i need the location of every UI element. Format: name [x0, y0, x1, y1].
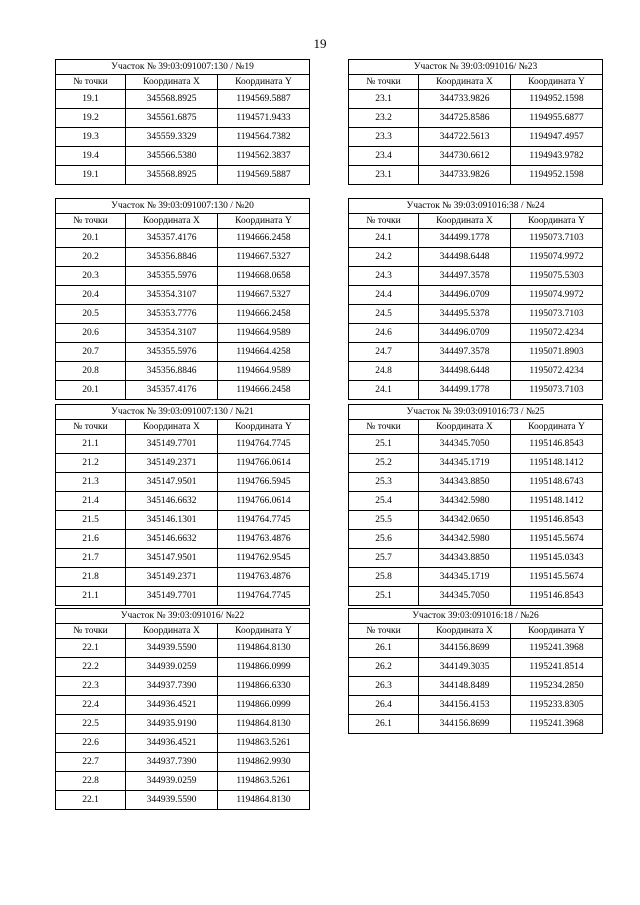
table-row — [56, 549, 310, 568]
point-number-cell: 25.1 — [349, 435, 419, 454]
column-header: Координата X — [419, 75, 511, 90]
point-number-cell: 24.3 — [349, 267, 419, 286]
column-header: Координата X — [419, 624, 511, 639]
table-header-row — [349, 75, 603, 90]
table-row — [349, 362, 603, 381]
point-number-cell: 19.1 — [56, 166, 126, 185]
point-number-cell: 22.8 — [56, 772, 126, 791]
coordinate-x-cell: 345357.4176 — [126, 381, 218, 400]
point-number-cell: 23.2 — [349, 109, 419, 128]
point-number-cell: 23.1 — [349, 166, 419, 185]
point-number-cell: 24.5 — [349, 305, 419, 324]
column-header: Координата Y — [511, 75, 603, 90]
column-header: № точки — [349, 75, 419, 90]
column-header: Координата X — [419, 214, 511, 229]
table-title: Участок № 39:03:091016:38 / №24 — [349, 199, 603, 214]
point-number-cell: 24.4 — [349, 286, 419, 305]
coordinate-y-cell: 1194943.9782 — [511, 147, 603, 166]
coordinate-y-cell: 1195071.8903 — [511, 343, 603, 362]
point-number-cell: 21.4 — [56, 492, 126, 511]
coordinate-y-cell: 1195241.3968 — [511, 715, 603, 734]
coordinate-y-cell: 1194569.5887 — [218, 90, 310, 109]
table-row — [349, 715, 603, 734]
column-header: Координата Y — [218, 420, 310, 435]
coordinate-y-cell: 1195145.5674 — [511, 568, 603, 587]
coordinate-y-cell: 1195145.5674 — [511, 530, 603, 549]
point-number-cell: 23.3 — [349, 128, 419, 147]
coordinate-x-cell: 344936.4521 — [126, 696, 218, 715]
coordinate-x-cell: 344937.7390 — [126, 677, 218, 696]
table-row — [56, 166, 310, 185]
coordinate-x-cell: 345354.3107 — [126, 324, 218, 343]
table-row — [349, 568, 603, 587]
table-row — [56, 362, 310, 381]
coordinate-y-cell: 1195146.8543 — [511, 511, 603, 530]
coordinates-table — [55, 59, 310, 185]
table-row — [56, 530, 310, 549]
point-number-cell: 22.1 — [56, 639, 126, 658]
table-row — [349, 286, 603, 305]
table-title-row — [349, 405, 603, 420]
coordinate-x-cell: 344495.5378 — [419, 305, 511, 324]
column-header: № точки — [349, 420, 419, 435]
coordinate-y-cell: 1194766.0614 — [218, 454, 310, 473]
column-header: № точки — [349, 624, 419, 639]
coordinate-x-cell: 345149.2371 — [126, 568, 218, 587]
coordinate-y-cell: 1194766.0614 — [218, 492, 310, 511]
table-row — [56, 435, 310, 454]
point-number-cell: 24.1 — [349, 381, 419, 400]
table-row — [56, 791, 310, 810]
point-number-cell: 20.5 — [56, 305, 126, 324]
coordinate-y-cell: 1194952.1598 — [511, 166, 603, 185]
table-row — [56, 734, 310, 753]
point-number-cell: 24.1 — [349, 229, 419, 248]
coordinate-x-cell: 345149.7701 — [126, 435, 218, 454]
table-row — [349, 587, 603, 606]
point-number-cell: 21.6 — [56, 530, 126, 549]
table-header-row — [56, 420, 310, 435]
coordinate-y-cell: 1195234.2850 — [511, 677, 603, 696]
table-row — [56, 381, 310, 400]
point-number-cell: 21.5 — [56, 511, 126, 530]
point-number-cell: 26.2 — [349, 658, 419, 677]
point-number-cell: 20.8 — [56, 362, 126, 381]
coordinates-table — [348, 198, 603, 400]
table-title: Участок № 39:03:091016/ №23 — [349, 60, 603, 75]
coordinate-y-cell: 1194764.7745 — [218, 435, 310, 454]
point-number-cell: 25.8 — [349, 568, 419, 587]
coordinate-y-cell: 1195072.4234 — [511, 324, 603, 343]
coordinate-y-cell: 1195233.8305 — [511, 696, 603, 715]
coordinate-x-cell: 344939.0259 — [126, 658, 218, 677]
coordinate-x-cell: 344939.5590 — [126, 791, 218, 810]
point-number-cell: 19.1 — [56, 90, 126, 109]
table-row — [349, 639, 603, 658]
point-number-cell: 25.3 — [349, 473, 419, 492]
coordinate-y-cell: 1195148.1412 — [511, 454, 603, 473]
point-number-cell: 20.1 — [56, 229, 126, 248]
coordinate-x-cell: 345355.5976 — [126, 343, 218, 362]
coordinate-y-cell: 1194864.8130 — [218, 715, 310, 734]
table-row — [349, 267, 603, 286]
coordinates-table — [55, 608, 310, 810]
coordinate-y-cell: 1194952.1598 — [511, 90, 603, 109]
point-number-cell: 23.4 — [349, 147, 419, 166]
coordinate-y-cell: 1195075.5303 — [511, 267, 603, 286]
coordinate-y-cell: 1194864.8130 — [218, 639, 310, 658]
point-number-cell: 21.1 — [56, 435, 126, 454]
point-number-cell: 19.3 — [56, 128, 126, 147]
table-title: Участок № 39:03:091007:130 / №19 — [56, 60, 310, 75]
table-row — [349, 492, 603, 511]
coordinate-y-cell: 1194569.5887 — [218, 166, 310, 185]
column-header: Координата X — [419, 420, 511, 435]
point-number-cell: 19.2 — [56, 109, 126, 128]
coordinate-x-cell: 344499.1778 — [419, 229, 511, 248]
coordinate-x-cell: 344939.5590 — [126, 639, 218, 658]
coordinate-y-cell: 1195072.4234 — [511, 362, 603, 381]
point-number-cell: 20.2 — [56, 248, 126, 267]
coordinate-y-cell: 1195146.8543 — [511, 435, 603, 454]
table-row — [56, 305, 310, 324]
table-header-row — [56, 75, 310, 90]
coordinate-y-cell: 1194866.6330 — [218, 677, 310, 696]
coordinate-x-cell: 344496.0709 — [419, 324, 511, 343]
coordinate-x-cell: 345354.3107 — [126, 286, 218, 305]
point-number-cell: 21.3 — [56, 473, 126, 492]
table-header-row — [349, 624, 603, 639]
coordinate-x-cell: 345559.3329 — [126, 128, 218, 147]
coordinate-x-cell: 344156.4153 — [419, 696, 511, 715]
table-title-row — [56, 609, 310, 624]
table-header-row — [349, 214, 603, 229]
table-row — [56, 248, 310, 267]
table-row — [349, 473, 603, 492]
table-row — [349, 549, 603, 568]
point-number-cell: 24.2 — [349, 248, 419, 267]
coordinate-x-cell: 344935.9190 — [126, 715, 218, 734]
table-row — [56, 492, 310, 511]
coordinate-y-cell: 1195241.3968 — [511, 639, 603, 658]
coordinate-y-cell: 1194866.0999 — [218, 658, 310, 677]
point-number-cell: 21.8 — [56, 568, 126, 587]
coordinate-y-cell: 1195073.7103 — [511, 305, 603, 324]
coordinate-y-cell: 1194763.4876 — [218, 568, 310, 587]
column-header: Координата Y — [511, 420, 603, 435]
coordinate-y-cell: 1194864.8130 — [218, 791, 310, 810]
coordinates-table — [348, 404, 603, 606]
table-row — [349, 109, 603, 128]
column-header: Координата X — [126, 214, 218, 229]
table-title: Участок 39:03:091016:18 / №26 — [349, 609, 603, 624]
table-row — [56, 658, 310, 677]
coordinate-x-cell: 345146.1301 — [126, 511, 218, 530]
table-row — [349, 677, 603, 696]
coordinate-x-cell: 344345.7050 — [419, 435, 511, 454]
point-number-cell: 26.3 — [349, 677, 419, 696]
table-row — [349, 166, 603, 185]
table-row — [56, 109, 310, 128]
table-row — [349, 90, 603, 109]
point-number-cell: 26.1 — [349, 715, 419, 734]
coordinate-y-cell: 1194947.4957 — [511, 128, 603, 147]
table-title: Участок № 39:03:091007:130 / №20 — [56, 199, 310, 214]
point-number-cell: 20.4 — [56, 286, 126, 305]
point-number-cell: 22.5 — [56, 715, 126, 734]
table-row — [349, 381, 603, 400]
coordinate-y-cell: 1194764.7745 — [218, 587, 310, 606]
coordinate-y-cell: 1194766.5945 — [218, 473, 310, 492]
table-title: Участок № 39:03:091016/ №22 — [56, 609, 310, 624]
point-number-cell: 20.1 — [56, 381, 126, 400]
table-row — [56, 639, 310, 658]
coordinate-y-cell: 1195148.6743 — [511, 473, 603, 492]
point-number-cell: 22.7 — [56, 753, 126, 772]
table-row — [56, 473, 310, 492]
coordinate-y-cell: 1195074.9972 — [511, 248, 603, 267]
table-row — [56, 267, 310, 286]
coordinate-x-cell: 344156.8699 — [419, 715, 511, 734]
coordinate-x-cell: 345146.6632 — [126, 492, 218, 511]
coordinate-y-cell: 1194667.5327 — [218, 286, 310, 305]
coordinate-y-cell: 1194666.2458 — [218, 381, 310, 400]
point-number-cell: 19.4 — [56, 147, 126, 166]
point-number-cell: 21.2 — [56, 454, 126, 473]
coordinate-y-cell: 1195073.7103 — [511, 229, 603, 248]
column-header: № точки — [56, 420, 126, 435]
column-header: Координата Y — [511, 624, 603, 639]
column-header: № точки — [349, 214, 419, 229]
point-number-cell: 26.4 — [349, 696, 419, 715]
coordinate-x-cell: 345149.7701 — [126, 587, 218, 606]
coordinate-y-cell: 1194763.4876 — [218, 530, 310, 549]
point-number-cell: 24.6 — [349, 324, 419, 343]
coordinate-y-cell: 1194862.9930 — [218, 753, 310, 772]
coordinate-x-cell: 344343.8850 — [419, 473, 511, 492]
point-number-cell: 21.1 — [56, 587, 126, 606]
table-row — [349, 696, 603, 715]
coordinate-y-cell: 1194564.7382 — [218, 128, 310, 147]
column-header: Координата Y — [218, 75, 310, 90]
coordinate-y-cell: 1194666.2458 — [218, 229, 310, 248]
coordinate-x-cell: 344342.0650 — [419, 511, 511, 530]
coordinate-x-cell: 344156.8699 — [419, 639, 511, 658]
table-row — [56, 587, 310, 606]
coordinate-y-cell: 1195241.8514 — [511, 658, 603, 677]
coordinate-x-cell: 344499.1778 — [419, 381, 511, 400]
coordinate-x-cell: 344148.8489 — [419, 677, 511, 696]
table-title-row — [56, 405, 310, 420]
point-number-cell: 20.3 — [56, 267, 126, 286]
point-number-cell: 20.6 — [56, 324, 126, 343]
coordinate-x-cell: 344936.4521 — [126, 734, 218, 753]
coordinate-y-cell: 1194764.7745 — [218, 511, 310, 530]
table-row — [56, 90, 310, 109]
coordinate-x-cell: 344497.3578 — [419, 267, 511, 286]
table-row — [349, 147, 603, 166]
coordinate-x-cell: 344498.6448 — [419, 362, 511, 381]
column-header: Координата Y — [218, 624, 310, 639]
table-row — [349, 305, 603, 324]
table-title-row — [349, 199, 603, 214]
coordinate-y-cell: 1195148.1412 — [511, 492, 603, 511]
coordinate-x-cell: 345568.8925 — [126, 166, 218, 185]
coordinate-x-cell: 345146.6632 — [126, 530, 218, 549]
coordinates-table — [55, 198, 310, 400]
table-title-row — [56, 60, 310, 75]
table-row — [349, 530, 603, 549]
table-row — [56, 343, 310, 362]
coordinate-y-cell: 1194863.5261 — [218, 734, 310, 753]
point-number-cell: 22.1 — [56, 791, 126, 810]
coordinate-x-cell: 344722.5613 — [419, 128, 511, 147]
coordinate-x-cell: 345561.6875 — [126, 109, 218, 128]
table-row — [56, 677, 310, 696]
coordinate-y-cell: 1194571.9433 — [218, 109, 310, 128]
table-row — [56, 229, 310, 248]
point-number-cell: 25.5 — [349, 511, 419, 530]
point-number-cell: 22.3 — [56, 677, 126, 696]
point-number-cell: 22.4 — [56, 696, 126, 715]
coordinate-x-cell: 345147.9501 — [126, 549, 218, 568]
table-row — [56, 696, 310, 715]
coordinates-table — [348, 59, 603, 185]
coordinate-x-cell: 345568.8925 — [126, 90, 218, 109]
coordinate-y-cell: 1194664.9589 — [218, 362, 310, 381]
column-header: Координата Y — [511, 214, 603, 229]
table-row — [349, 454, 603, 473]
point-number-cell: 25.6 — [349, 530, 419, 549]
table-row — [56, 286, 310, 305]
coordinate-y-cell: 1195146.8543 — [511, 587, 603, 606]
coordinates-table — [55, 404, 310, 606]
coordinate-x-cell: 344345.1719 — [419, 454, 511, 473]
coordinate-x-cell: 344937.7390 — [126, 753, 218, 772]
coordinate-y-cell: 1195074.9972 — [511, 286, 603, 305]
coordinate-x-cell: 344342.5980 — [419, 530, 511, 549]
table-title-row — [349, 609, 603, 624]
table-row — [56, 715, 310, 734]
coordinate-x-cell: 344733.9826 — [419, 90, 511, 109]
coordinate-x-cell: 345357.4176 — [126, 229, 218, 248]
point-number-cell: 26.1 — [349, 639, 419, 658]
table-row — [349, 435, 603, 454]
coordinate-x-cell: 344497.3578 — [419, 343, 511, 362]
table-row — [349, 128, 603, 147]
table-row — [349, 248, 603, 267]
point-number-cell: 23.1 — [349, 90, 419, 109]
coordinate-x-cell: 344343.8850 — [419, 549, 511, 568]
table-header-row — [56, 624, 310, 639]
point-number-cell: 20.7 — [56, 343, 126, 362]
coordinate-x-cell: 344730.6612 — [419, 147, 511, 166]
table-header-row — [56, 214, 310, 229]
column-header: Координата X — [126, 420, 218, 435]
table-row — [56, 511, 310, 530]
coordinates-table — [348, 608, 603, 734]
column-header: Координата Y — [218, 214, 310, 229]
table-row — [56, 128, 310, 147]
table-header-row — [349, 420, 603, 435]
coordinate-y-cell: 1194762.9545 — [218, 549, 310, 568]
coordinate-y-cell: 1194668.0658 — [218, 267, 310, 286]
table-title: Участок № 39:03:091007:130 / №21 — [56, 405, 310, 420]
point-number-cell: 21.7 — [56, 549, 126, 568]
point-number-cell: 25.7 — [349, 549, 419, 568]
coordinate-y-cell: 1194666.2458 — [218, 305, 310, 324]
coordinate-y-cell: 1194562.3837 — [218, 147, 310, 166]
column-header: Координата X — [126, 624, 218, 639]
table-row — [349, 511, 603, 530]
point-number-cell: 25.1 — [349, 587, 419, 606]
point-number-cell: 24.8 — [349, 362, 419, 381]
coordinate-x-cell: 345149.2371 — [126, 454, 218, 473]
coordinate-y-cell: 1195073.7103 — [511, 381, 603, 400]
point-number-cell: 22.2 — [56, 658, 126, 677]
point-number-cell: 25.4 — [349, 492, 419, 511]
column-header: Координата X — [126, 75, 218, 90]
coordinate-y-cell: 1194863.5261 — [218, 772, 310, 791]
table-title-row — [56, 199, 310, 214]
coordinate-y-cell: 1194866.0999 — [218, 696, 310, 715]
column-header: № точки — [56, 214, 126, 229]
coordinate-x-cell: 345353.7776 — [126, 305, 218, 324]
table-row — [349, 324, 603, 343]
coordinate-y-cell: 1194955.6877 — [511, 109, 603, 128]
coordinate-x-cell: 345356.8846 — [126, 248, 218, 267]
coordinate-x-cell: 344725.8586 — [419, 109, 511, 128]
coordinate-x-cell: 345147.9501 — [126, 473, 218, 492]
coordinate-y-cell: 1194667.5327 — [218, 248, 310, 267]
point-number-cell: 24.7 — [349, 343, 419, 362]
table-title: Участок № 39:03:091016:73 / №25 — [349, 405, 603, 420]
coordinate-y-cell: 1195145.0343 — [511, 549, 603, 568]
coordinate-x-cell: 344345.7050 — [419, 587, 511, 606]
coordinate-y-cell: 1194664.4258 — [218, 343, 310, 362]
coordinate-x-cell: 344939.0259 — [126, 772, 218, 791]
coordinate-x-cell: 344733.9826 — [419, 166, 511, 185]
table-row — [349, 658, 603, 677]
coordinate-x-cell: 344345.1719 — [419, 568, 511, 587]
coordinate-x-cell: 344149.3035 — [419, 658, 511, 677]
table-row — [349, 229, 603, 248]
table-row — [56, 753, 310, 772]
table-row — [56, 568, 310, 587]
table-row — [56, 147, 310, 166]
coordinate-x-cell: 345355.5976 — [126, 267, 218, 286]
table-row — [349, 343, 603, 362]
table-row — [56, 772, 310, 791]
point-number-cell: 22.6 — [56, 734, 126, 753]
table-title-row — [349, 60, 603, 75]
coordinate-x-cell: 344342.5980 — [419, 492, 511, 511]
table-row — [56, 454, 310, 473]
column-header: № точки — [56, 75, 126, 90]
coordinate-x-cell: 344498.6448 — [419, 248, 511, 267]
point-number-cell: 25.2 — [349, 454, 419, 473]
coordinate-x-cell: 345356.8846 — [126, 362, 218, 381]
column-header: № точки — [56, 624, 126, 639]
coordinate-y-cell: 1194664.9589 — [218, 324, 310, 343]
table-row — [56, 324, 310, 343]
page-number: 19 — [313, 36, 327, 51]
coordinate-x-cell: 344496.0709 — [419, 286, 511, 305]
coordinate-x-cell: 345566.5380 — [126, 147, 218, 166]
